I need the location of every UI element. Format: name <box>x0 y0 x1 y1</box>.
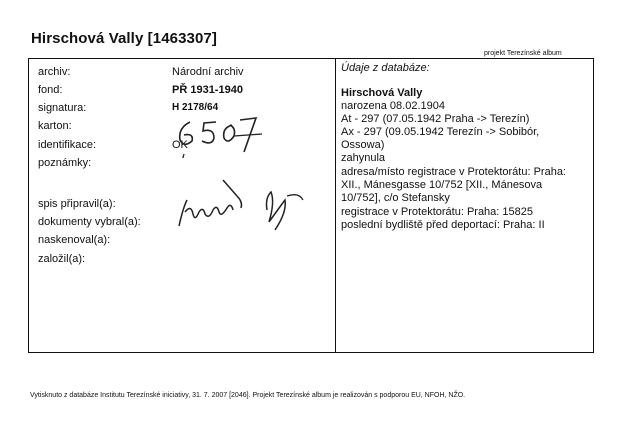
carton-label: karton: <box>38 120 72 132</box>
print-footer: Vytisknuto z databáze Institutu Terezínské iniciativy, 31. 7. 2007 [2046]. Projekt Terezínské album je realizován s podporou EU, NFOH, NŽO. <box>30 392 466 399</box>
line-address-label: adresa/místo registrace v Protektorátu: Praha: <box>341 166 566 178</box>
identification-value: OK <box>172 139 188 151</box>
line-birth: narozena 08.02.1904 <box>341 100 445 112</box>
signature-value: H 2178/64 <box>172 102 219 113</box>
filed-by-label: založil(a): <box>38 253 86 265</box>
line-transport-at: At - 297 (07.05.1942 Praha -> Terezín) <box>341 113 530 125</box>
project-label: projekt Terezínské album <box>484 50 562 57</box>
fond-label: fond: <box>38 84 63 96</box>
line-ossowa: Ossowa) <box>341 139 385 151</box>
archive-label: archiv: <box>38 66 71 78</box>
page-title: Hirschová Vally [1463307] <box>31 30 217 47</box>
signature-label: signatura: <box>38 102 87 114</box>
notes-label: poznámky: <box>38 157 92 169</box>
handwritten-carton-number <box>172 108 267 158</box>
scanned-by-label: naskenoval(a): <box>38 234 111 246</box>
person-name: Hirschová Vally <box>341 87 423 99</box>
line-address-street: XII., Mánesgasse 10/752 [XII., Mánesova <box>341 179 543 191</box>
identification-label: identifikace: <box>38 139 97 151</box>
fond-value: PŘ 1931-1940 <box>172 84 243 96</box>
line-address-co: 10/752], c/o Stefansky <box>341 192 450 204</box>
line-fate: zahynula <box>341 152 386 164</box>
archive-value: Národní archiv <box>172 66 244 78</box>
documents-selected-by-label: dokumenty vybral(a): <box>38 216 141 228</box>
handwritten-signature <box>175 178 315 238</box>
card-divider <box>335 58 336 353</box>
line-transport-ax: Ax - 297 (09.05.1942 Terezín -> Sobibór, <box>341 126 540 138</box>
database-header: Údaje z databáze: <box>341 62 430 74</box>
prepared-by-label: spis připravil(a): <box>38 198 116 210</box>
line-registration: registrace v Protektorátu: Praha: 15825 <box>341 206 533 218</box>
line-last-residence: poslední bydliště před deportací: Praha: II <box>341 219 545 231</box>
